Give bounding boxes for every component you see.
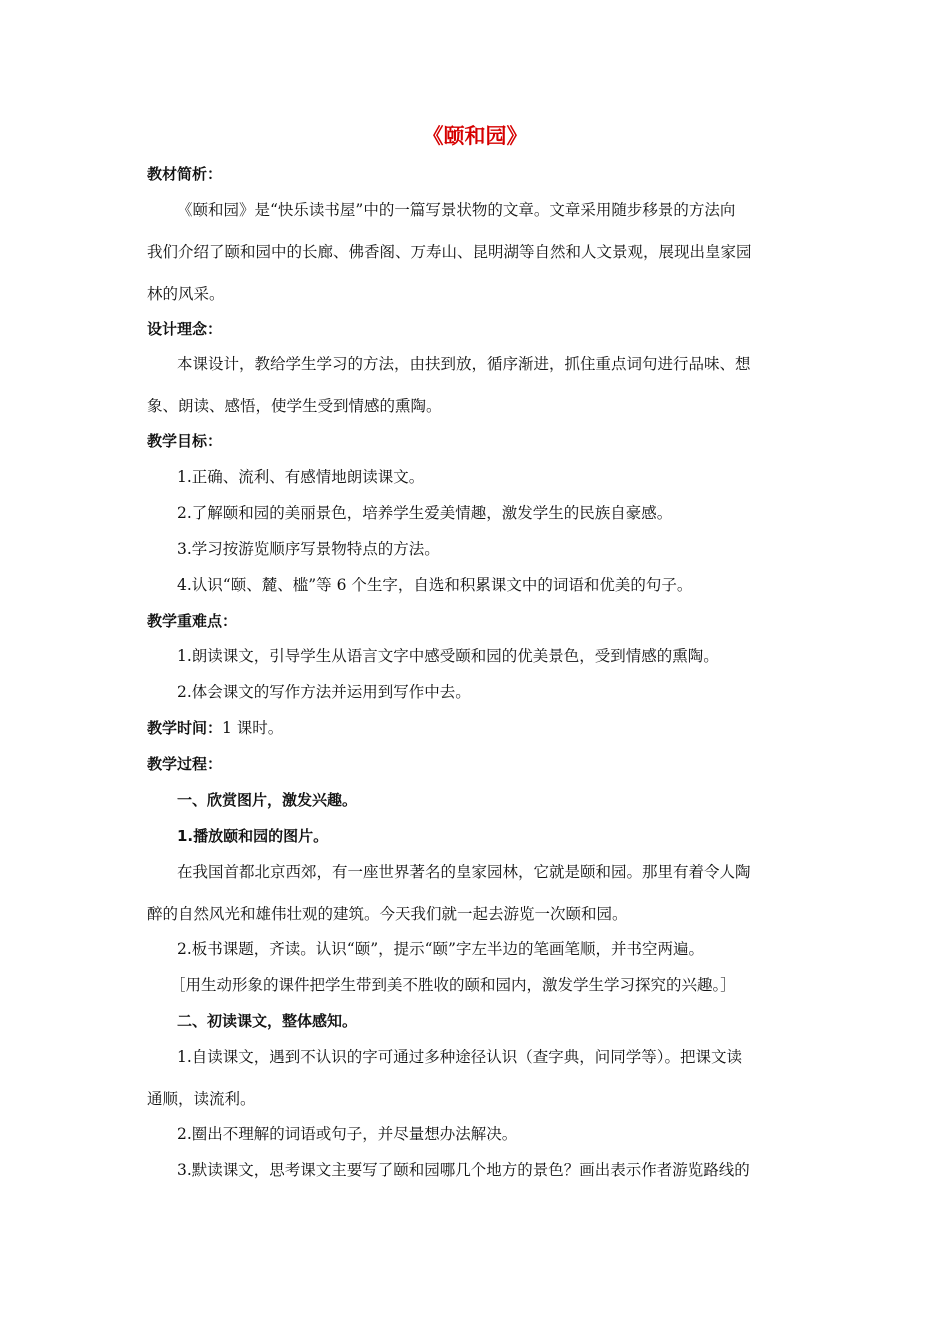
section-heading-key-points: 教学重难点： bbox=[147, 612, 238, 630]
step2-item-continuation: 通顺，读流利。 bbox=[147, 1090, 256, 1108]
goal-item: 3.学习按游览顺序写景物特点的方法。 bbox=[177, 540, 440, 558]
step2-heading: 二、初读课文，整体感知。 bbox=[177, 1012, 358, 1030]
step1-note: ［用生动形象的课件把学生带到美不胜收的颐和园内，激发学生学习探究的兴趣。］ bbox=[170, 976, 736, 994]
step1-line: 醉的自然风光和雄伟壮观的建筑。今天我们就一起去游览一次颐和园。 bbox=[147, 905, 628, 923]
teaching-time-value: 1 课时。 bbox=[222, 719, 284, 737]
section-heading-goals: 教学目标： bbox=[147, 432, 223, 450]
document-title: 《颐和园》 bbox=[422, 124, 528, 148]
intro-line: 我们介绍了颐和园中的长廊、佛香阁、万寿山、昆明湖等自然和人文景观，展现出皇家园 bbox=[147, 243, 752, 261]
goal-item: 1.正确、流利、有感情地朗读课文。 bbox=[177, 468, 425, 486]
section-heading-process: 教学过程： bbox=[147, 755, 223, 773]
section-heading-design: 设计理念： bbox=[147, 320, 223, 338]
step2-item: 3.默读课文，思考课文主要写了颐和园哪几个地方的景色？画出表示作者游览路线的 bbox=[177, 1161, 750, 1179]
step1-line: 在我国首都北京西郊，有一座世界著名的皇家园林，它就是颐和园。那里有着令人陶 bbox=[177, 863, 751, 881]
step1-subheading: 1.播放颐和园的图片。 bbox=[177, 827, 329, 845]
intro-line: 林的风采。 bbox=[147, 285, 225, 303]
design-line: 本课设计，教给学生学习的方法，由扶到放，循序渐进，抓住重点词句进行品味、想 bbox=[177, 355, 751, 373]
step1-item: 2.板书课题，齐读。认识“颐”，提示“颐”字左半边的笔画笔顺，并书空两遍。 bbox=[177, 940, 704, 958]
key-point-item: 2.体会课文的写作方法并运用到写作中去。 bbox=[177, 683, 471, 701]
section-heading-time: 教学时间： bbox=[147, 719, 223, 737]
intro-line: 《颐和园》是“快乐读书屋”中的一篇写景状物的文章。文章采用随步移景的方法向 bbox=[177, 201, 736, 219]
design-line: 象、朗读、感悟，使学生受到情感的熏陶。 bbox=[147, 397, 442, 415]
teaching-time-row bbox=[147, 717, 807, 739]
section-heading-intro: 教材简析： bbox=[147, 165, 223, 183]
step2-item: 1.自读课文，遇到不认识的字可通过多种途径认识（查字典，问同学等）。把课文读 bbox=[177, 1048, 743, 1066]
step1-heading: 一、欣赏图片，激发兴趣。 bbox=[177, 791, 358, 809]
goal-item: 4.认识“颐、麓、槛”等 6 个生字，自选和积累课文中的词语和优美的句子。 bbox=[177, 576, 693, 594]
step2-item: 2.圈出不理解的词语或句子，并尽量想办法解决。 bbox=[177, 1125, 518, 1143]
goal-item: 2.了解颐和园的美丽景色，培养学生爱美情趣，激发学生的民族自豪感。 bbox=[177, 504, 673, 522]
key-point-item: 1.朗读课文，引导学生从语言文字中感受颐和园的优美景色，受到情感的熏陶。 bbox=[177, 647, 719, 665]
